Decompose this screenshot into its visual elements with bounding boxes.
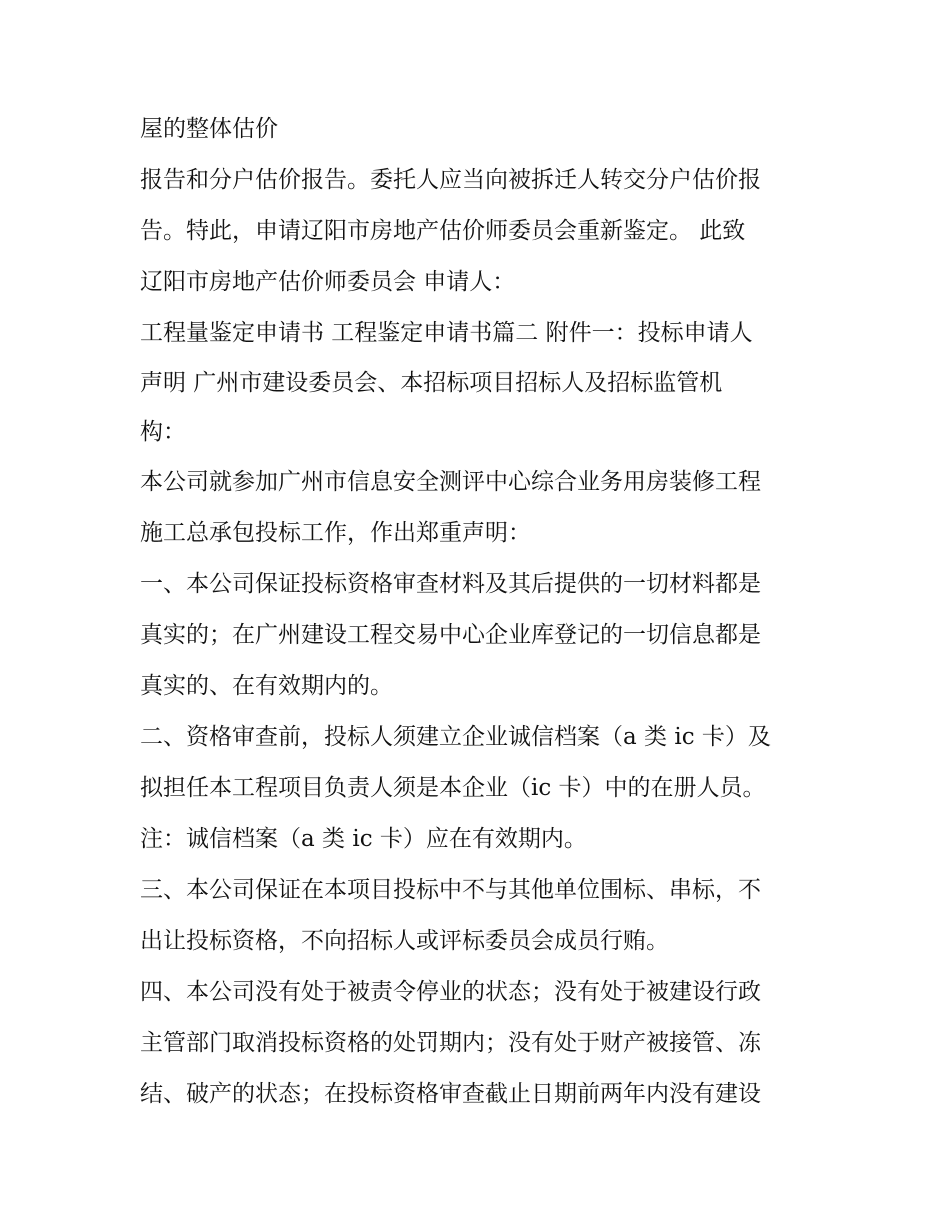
text-line: 出让投标资格，不向招标人或评标委员会成员行贿。	[140, 928, 669, 954]
text-line: 报告和分户估价报告。委托人应当向被拆迁人转交分户估价报	[140, 167, 761, 193]
text-line: 一、本公司保证投标资格审查材料及其后提供的一切材料都是	[140, 571, 761, 597]
text-line: 屋的整体估价	[140, 116, 278, 142]
document-body	[140, 104, 820, 1120]
text-line: 告。特此，申请辽阳市房地产估价师委员会重新鉴定。 此致	[140, 218, 746, 244]
text-line: 主管部门取消投标资格的处罚期内；没有处于财产被接管、冻	[140, 1030, 761, 1056]
text-line: 四、本公司没有处于被责令停业的状态；没有处于被建设行政	[140, 979, 761, 1005]
text-line: 注：诚信档案（a 类 ic 卡）应在有效期内。	[140, 826, 587, 852]
text-line: 工程量鉴定申请书 工程鉴定申请书篇二 附件一：投标申请人	[140, 320, 753, 346]
text-line: 构：	[140, 419, 186, 445]
text-line: 二、资格审查前，投标人须建立企业诚信档案（a 类 ic 卡）及	[140, 724, 771, 750]
text-line: 结、破产的状态；在投标资格审查截止日期前两年内没有建设	[140, 1081, 761, 1107]
text-line: 本公司就参加广州市信息安全测评中心综合业务用房装修工程	[140, 469, 761, 495]
text-line: 声明 广州市建设委员会、本招标项目招标人及招标监管机	[140, 370, 723, 396]
text-line: 辽阳市房地产估价师委员会 申请人：	[140, 269, 516, 295]
text-line: 拟担任本工程项目负责人须是本企业（ic 卡）中的在册人员。	[140, 775, 766, 801]
text-line: 真实的、在有效期内的。	[140, 673, 393, 699]
text-line: 三、本公司保证在本项目投标中不与其他单位围标、串标，不	[140, 877, 761, 903]
text-line: 施工总承包投标工作，作出郑重声明：	[140, 520, 531, 546]
text-line: 真实的；在广州建设工程交易中心企业库登记的一切信息都是	[140, 622, 761, 648]
